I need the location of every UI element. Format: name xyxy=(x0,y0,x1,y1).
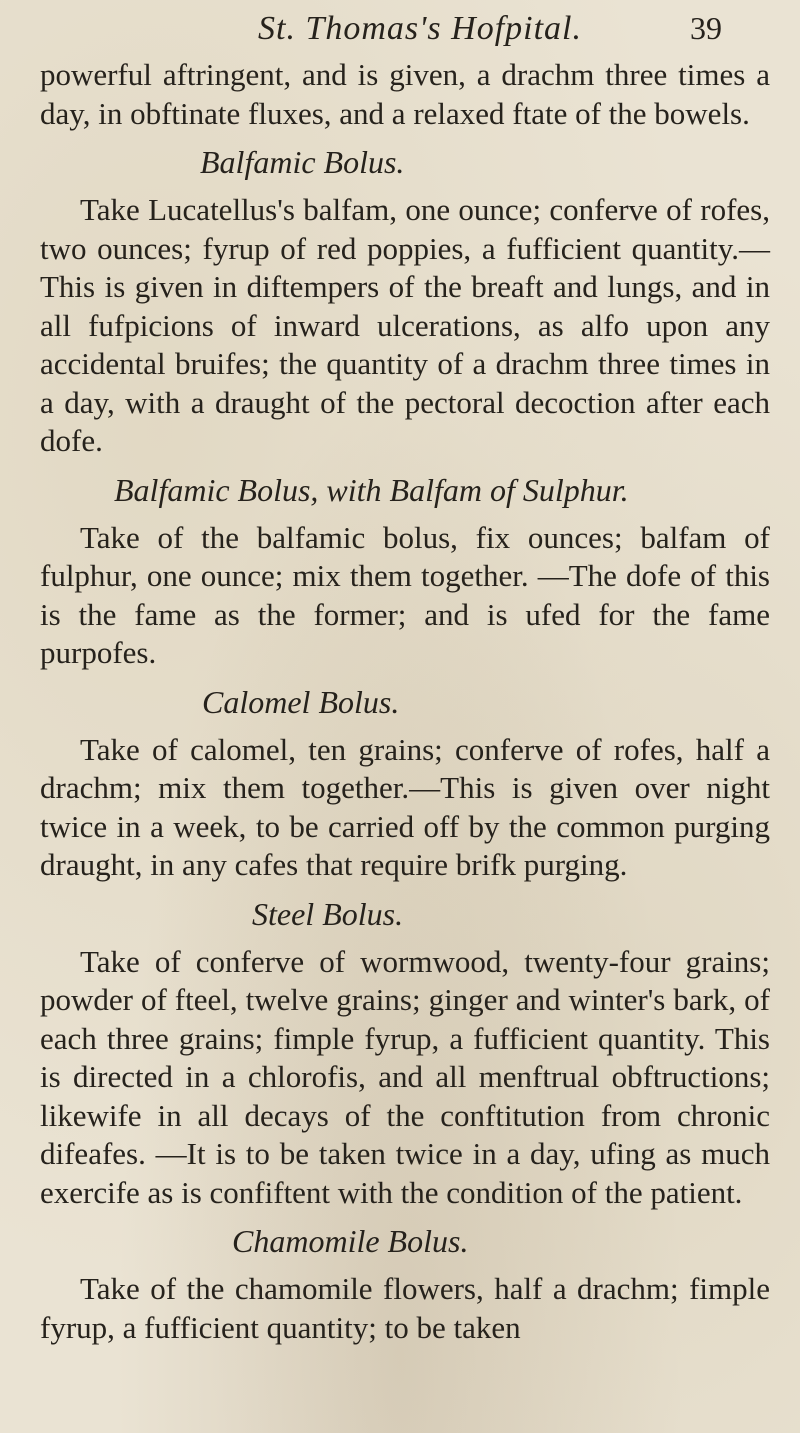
running-title: St. Thomas's Hofpital. xyxy=(258,10,582,47)
section-text-balsamic-bolus-sulphur xyxy=(40,519,770,673)
section-text-chamomile-bolus xyxy=(40,1270,770,1347)
section-heading-steel-bolus: Steel Bolus. xyxy=(252,895,404,932)
running-head xyxy=(0,6,800,50)
intro-paragraph: powerful aftringent, and is given, a drachm three times a day, in obftinate fluxes, and a relaxed ftate of the bowels. xyxy=(40,57,770,131)
section-heading-chamomile-bolus: Chamomile Bolus. xyxy=(232,1223,469,1259)
section-heading-calomel-bolus: Calomel Bolus. xyxy=(202,683,400,720)
section-heading-balsamic-bolus-sulphur: Balfamic Bolus, with Balfam of Sulphur. xyxy=(114,471,629,508)
section-heading-balsamic-bolus: Balfamic Bolus. xyxy=(200,144,405,180)
section-text-chamomile-bolus-body: Take of the chamomile flowers, half a drachm; fimple fyrup, a fufficient quantity; to be taken xyxy=(40,1271,770,1345)
section-text-balsamic-bolus xyxy=(40,191,770,461)
section-text-steel-bolus xyxy=(40,943,770,1213)
section-text-calomel-bolus-body: Take of calomel, ten grains; conferve of rofes, half a drachm; mix them together.—This is given over night twice in a week, to be carried off by the common purging draught, in any cafes that require brifk purging. xyxy=(40,731,770,882)
page-number: 39 xyxy=(690,10,722,46)
section-text-balsamic-bolus-sulphur-body: Take of the balfamic bolus, fix ounces; balfam of fulphur, one ounce; mix them together. —The dofe of this is the fame as the former; and is ufed for the fame purpofes. xyxy=(40,519,770,670)
section-text-calomel-bolus xyxy=(40,731,770,885)
section-text-balsamic-bolus-body: Take Lucatellus's balfam, one ounce; conferve of rofes, two ounces; fyrup of red poppies, a fufficient quantity.—This is given in diftempers of the breaft and lungs, and in all fufpicions of inward ulcerations, as alfo upon any accidental bruifes; the quantity of a drachm three times in a day, with a draught of the pectoral decoction after each dofe. xyxy=(40,192,770,458)
body-text xyxy=(40,56,770,1347)
section-text-steel-bolus-body: Take of conferve of wormwood, twenty-four grains; powder of fteel, twelve grains; ginger and winter's bark, of each three grains; fimple fyrup, a fufficient quantity. This is directed in a chlorofis, and all menftrual obftructions; likewife in all decays of the conftitution from chronic difeafes. —It is to be taken twice in a day, ufing as much exercife as is confiftent with the condition of the patient. xyxy=(40,943,770,1210)
